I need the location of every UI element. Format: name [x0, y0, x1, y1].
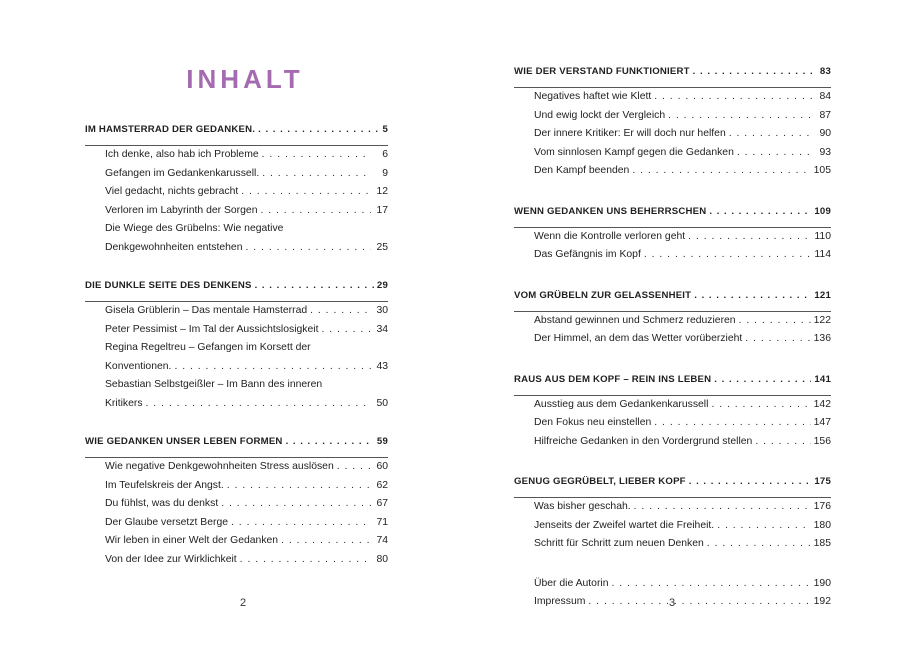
toc-entry[interactable] [105, 379, 388, 398]
entry-page-number: 185 [813, 538, 831, 549]
dot-leader [634, 501, 811, 512]
toc-section [514, 290, 831, 352]
toc-entry[interactable] [105, 242, 388, 261]
entry-title: Denkgewohnheiten entstehen [105, 241, 243, 253]
toc-entry[interactable] [534, 436, 831, 455]
dot-leader [240, 554, 371, 565]
toc-entry[interactable] [105, 223, 388, 242]
entry-title: Hilfreiche Gedanken in den Vordergrund stellen [534, 435, 753, 447]
entry-title: Im Teufelskreis der Angst. [105, 479, 224, 491]
toc-entry[interactable] [105, 554, 388, 573]
toc-entry[interactable] [534, 110, 831, 129]
section-page-number: 5 [382, 124, 388, 135]
entry-page-number: 25 [376, 241, 388, 253]
section-page-number: 175 [814, 476, 831, 487]
entry-title: Impressum [534, 596, 586, 607]
section-page-number: 59 [376, 436, 388, 447]
dot-leader [310, 305, 371, 316]
entry-page-number: 6 [382, 149, 388, 160]
dot-leader [755, 436, 810, 447]
entry-title: Kritikers [105, 397, 143, 409]
toc-entry[interactable] [105, 186, 388, 205]
entry-page-number: 114 [814, 249, 831, 260]
toc-entry[interactable] [105, 168, 388, 187]
dot-leader [146, 398, 371, 409]
dot-leader [588, 596, 810, 607]
entry-page-number: 105 [813, 165, 831, 176]
dot-leader [337, 461, 371, 472]
entry-title: Über die Autorin [534, 577, 609, 589]
section-heading[interactable] [514, 206, 831, 224]
right-toc-column [514, 66, 831, 615]
dot-leader [654, 91, 814, 102]
entry-title: Was bisher geschah. [534, 501, 631, 512]
toc-entry[interactable] [534, 399, 831, 418]
section-title: WIE GEDANKEN UNSER LEBEN FORMEN [85, 436, 283, 447]
dot-leader [632, 165, 810, 176]
entry-title: Die Wiege des Grübelns: Wie negative [105, 223, 284, 234]
toc-entry[interactable] [105, 461, 388, 480]
entry-title: Der Himmel, an dem das Wetter vorüberzieht [534, 333, 743, 344]
dot-leader [286, 436, 374, 447]
dot-leader [644, 249, 812, 260]
dot-leader [258, 124, 379, 135]
entry-page-number: 17 [376, 204, 388, 216]
entry-page-number: 30 [376, 305, 388, 316]
entry-title: Und ewig lockt der Vergleich [534, 109, 666, 121]
section-heading[interactable] [514, 66, 831, 84]
toc-entry[interactable] [105, 305, 388, 324]
entry-title: Der Glaube versetzt Berge [105, 516, 229, 528]
toc-entry[interactable] [534, 315, 831, 334]
entry-list [514, 498, 831, 557]
section-page-number: 141 [814, 373, 831, 385]
dot-leader [281, 535, 371, 546]
toc-entry[interactable] [534, 147, 831, 166]
toc-entry[interactable] [105, 517, 388, 536]
entry-list [514, 396, 831, 455]
entry-title: Verloren im Labyrinth der Sorgen [105, 204, 258, 216]
toc-entry[interactable] [105, 149, 388, 168]
section-title: RAUS AUS DEM KOPF – REIN INS LEBEN [514, 373, 712, 385]
toc-section [85, 436, 388, 572]
dot-leader [227, 480, 371, 491]
entry-page-number: 34 [376, 323, 388, 335]
entry-list [514, 312, 831, 352]
entry-title: Regina Regeltreu – Gefangen im Korsett der [105, 342, 311, 353]
entry-page-number: 74 [376, 535, 388, 546]
dot-leader [246, 242, 372, 253]
toc-title: INHALT [186, 64, 304, 94]
toc-section [85, 280, 388, 416]
dot-leader [255, 280, 374, 291]
toc-section [85, 124, 388, 260]
left-page [0, 0, 458, 648]
toc-entry[interactable] [105, 480, 388, 499]
entry-title: Schritt für Schritt zum neuen Denken [534, 538, 704, 549]
dot-leader [714, 374, 811, 385]
entry-page-number: 84 [819, 91, 831, 102]
toc-entry[interactable] [534, 91, 831, 110]
section-heading[interactable] [85, 280, 388, 298]
toc-entry[interactable] [534, 520, 831, 539]
toc-entry[interactable] [105, 324, 388, 343]
dot-leader [688, 231, 811, 242]
entry-title: Du fühlst, was du denkst [105, 498, 219, 509]
entry-list [514, 88, 831, 184]
toc-entry[interactable] [105, 361, 388, 380]
toc-entry[interactable] [534, 538, 831, 557]
entry-page-number: 12 [376, 186, 388, 197]
entry-page-number: 62 [376, 479, 388, 491]
dot-leader [262, 149, 371, 160]
entry-list [85, 458, 388, 572]
toc-entry[interactable] [105, 398, 388, 417]
entry-title: Sebastian Selbstgeißler – Im Bann des inneren [105, 379, 323, 390]
entry-title: Wenn die Kontrolle verloren geht [534, 230, 686, 242]
section-page-number: 109 [814, 205, 831, 217]
dot-leader [654, 417, 810, 428]
dot-leader [737, 147, 814, 158]
section-title: DIE DUNKLE SEITE DES DENKENS [85, 280, 252, 291]
toc-entry[interactable] [534, 249, 831, 268]
entry-page-number: 60 [376, 461, 388, 472]
entry-title: Wir leben in einer Welt der Gedanken [105, 535, 279, 546]
toc-section [514, 476, 831, 557]
section-heading[interactable] [514, 476, 831, 494]
toc-entry[interactable] [105, 342, 388, 361]
entry-page-number: 122 [813, 314, 831, 326]
entry-list [85, 302, 388, 416]
toc-entry[interactable] [534, 578, 831, 597]
entry-title: Vom sinnlosen Kampf gegen die Gedanken [534, 146, 734, 158]
dot-leader [694, 290, 811, 301]
toc-entry[interactable] [534, 417, 831, 436]
dot-leader [321, 324, 371, 335]
entry-title: Der innere Kritiker: Er will doch nur helfen [534, 128, 726, 139]
dot-leader [262, 168, 371, 179]
entry-page-number: 147 [813, 417, 831, 428]
entry-title: Gisela Grüblerin – Das mentale Hamsterrad [105, 305, 308, 316]
entry-page-number: 93 [819, 146, 831, 158]
entry-title: Peter Pessimist – Im Tal der Aussichtslosigkeit [105, 323, 319, 335]
entry-title: Das Gefängnis im Kopf [534, 249, 641, 260]
dot-leader [739, 315, 811, 326]
entry-page-number: 80 [376, 553, 388, 565]
entry-page-number: 136 [813, 333, 831, 344]
entry-title: Den Fokus neu einstellen [534, 417, 652, 428]
toc-entry[interactable] [534, 231, 831, 250]
dot-leader [612, 578, 811, 589]
section-title: IM HAMSTERRAD DER GEDANKEN. [85, 124, 256, 135]
section-title: WENN GEDANKEN UNS BEHERRSCHEN [514, 205, 707, 217]
dot-leader [241, 186, 371, 197]
entry-page-number: 43 [376, 360, 388, 372]
toc-entry[interactable] [534, 128, 831, 147]
entry-page-number: 9 [382, 167, 388, 179]
dot-leader [709, 206, 811, 217]
toc-entry[interactable] [105, 535, 388, 554]
dot-leader [711, 399, 810, 410]
entry-page-number: 87 [819, 109, 831, 121]
entry-title: Gefangen im Gedankenkarussell. [105, 167, 260, 179]
dot-leader [174, 361, 371, 372]
section-title: WIE DER VERSTAND FUNKTIONIERT [514, 66, 690, 77]
section-title: VOM GRÜBELN ZUR GELASSENHEIT [514, 289, 692, 301]
entry-title: Ich denke, also hab ich Probleme [105, 149, 259, 160]
section-heading[interactable] [514, 374, 831, 392]
left-toc-column [85, 124, 388, 572]
entry-page-number: 50 [376, 397, 388, 409]
entry-page-number: 176 [813, 501, 831, 512]
entry-page-number: 192 [813, 596, 831, 607]
toc-section [514, 66, 831, 184]
dot-leader [717, 520, 810, 531]
section-page-number: 83 [819, 66, 831, 77]
dot-leader [221, 498, 371, 509]
page-number-left: 2 [240, 597, 247, 609]
entry-title: Abstand gewinnen und Schmerz reduzieren [534, 314, 736, 326]
section-heading[interactable] [85, 124, 388, 142]
entry-page-number: 90 [819, 128, 831, 139]
entry-title: Von der Idee zur Wirklichkeit [105, 553, 237, 565]
toc-entry[interactable] [534, 596, 831, 615]
entry-list [85, 146, 388, 260]
entry-page-number: 71 [376, 516, 388, 528]
section-title: GENUG GEGRÜBELT, LIEBER KOPF [514, 476, 686, 487]
section-page-number: 121 [814, 289, 831, 301]
entry-list [514, 228, 831, 268]
section-heading[interactable] [85, 436, 388, 454]
toc-section [514, 206, 831, 268]
entry-title: Wie negative Denkgewohnheiten Stress auslösen [105, 461, 334, 472]
entry-page-number: 110 [814, 230, 831, 242]
section-page-number: 29 [376, 280, 388, 291]
entry-title: Negatives haftet wie Klett [534, 91, 652, 102]
entry-title: Viel gedacht, nichts gebracht [105, 186, 239, 197]
dot-leader [745, 333, 810, 344]
extra-entry-list [514, 575, 831, 615]
entry-page-number: 142 [813, 398, 831, 410]
dot-leader [693, 66, 817, 77]
toc-entry[interactable] [534, 165, 831, 184]
section-heading[interactable] [514, 290, 831, 308]
dot-leader [231, 517, 371, 528]
dot-leader [689, 476, 812, 487]
toc-entry[interactable] [534, 333, 831, 352]
dot-leader [729, 128, 814, 139]
entry-title: Ausstieg aus dem Gedankenkarussell [534, 398, 709, 410]
entry-page-number: 67 [376, 498, 388, 509]
entry-page-number: 190 [813, 577, 831, 589]
entry-page-number: 180 [813, 519, 831, 531]
toc-entry[interactable] [105, 498, 388, 517]
dot-leader [668, 110, 814, 121]
toc-entry[interactable] [534, 501, 831, 520]
page-number-right: 3 [669, 597, 676, 609]
entry-title: Den Kampf beenden [534, 165, 630, 176]
toc-section [514, 374, 831, 455]
toc-entry[interactable] [105, 205, 388, 224]
dot-leader [260, 205, 371, 216]
dot-leader [707, 538, 811, 549]
entry-title: Konventionen. [105, 360, 172, 372]
entry-title: Jenseits der Zweifel wartet die Freiheit. [534, 519, 715, 531]
entry-page-number: 156 [813, 435, 831, 447]
